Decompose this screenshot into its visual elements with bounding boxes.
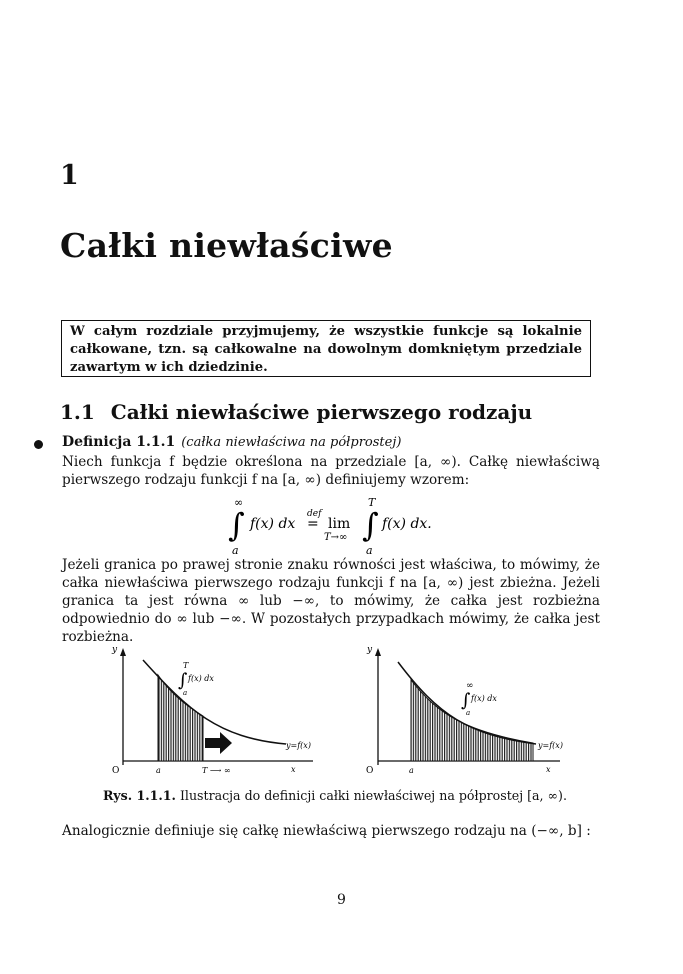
- right-int-sign: ∫: [461, 690, 471, 711]
- right-y-arrow-icon: [375, 648, 381, 656]
- left-int-lower: a: [183, 689, 188, 697]
- section-title: Całki niewłaściwe pierwszego rodzaju: [110, 400, 533, 424]
- bottom-paragraph: Analogicznie definiuje się całkę niewłaściwą pierwszego rodzaju na (−∞, b] :: [62, 823, 591, 839]
- left-int-sign: ∫: [178, 670, 188, 691]
- right-graph: [366, 645, 563, 776]
- left-t-label: T ⟶ ∞: [202, 766, 231, 775]
- left-origin-label: O: [112, 766, 120, 776]
- figure-caption: [100, 788, 570, 803]
- right-x-label: x: [546, 765, 551, 774]
- left-arrow-icon: [205, 732, 232, 754]
- integral-left-integrand: f(x) dx: [250, 516, 296, 532]
- section-heading: [60, 400, 532, 424]
- caption-text: Ilustracja do definicji całki niewłaściwej na półprostej [a, ∞).: [179, 788, 567, 803]
- integral-right-sign: ∫: [362, 506, 379, 544]
- right-int-upper: ∞: [466, 681, 474, 691]
- right-curve-label: y=f(x): [538, 741, 563, 750]
- notice-box: W całym rozdziale przyjmujemy, że wszystkie funkcje są lokalnie całkowane, tzn. są całkowalne na dowolnym domkniętym przedziale zawartym w ich dziedzinie.: [61, 320, 591, 377]
- left-x-label: x: [291, 765, 296, 774]
- figure-illustration: [108, 640, 588, 790]
- left-a-label: a: [156, 766, 161, 775]
- left-y-arrow-icon: [120, 648, 126, 656]
- page-number: 9: [337, 892, 346, 908]
- right-origin-label: O: [366, 766, 374, 776]
- definition-heading: [62, 434, 401, 450]
- chapter-number: 1: [60, 160, 79, 191]
- integral-left-lower: a: [232, 544, 239, 556]
- left-int-expr: f(x) dx: [188, 674, 214, 683]
- lim-label: lim: [328, 516, 351, 532]
- integral-left-sign: ∫: [228, 506, 245, 544]
- right-shaded-area: [411, 680, 533, 761]
- bullet-icon: [34, 440, 43, 449]
- integral-left-upper: ∞: [234, 496, 244, 509]
- lim-subscript: T→∞: [324, 532, 348, 543]
- chapter-title: Całki niewłaściwe: [60, 226, 393, 265]
- definition-label: Definicja 1.1.1: [62, 434, 176, 450]
- caption-label: Rys. 1.1.1.: [103, 788, 176, 803]
- left-int-upper: T: [183, 661, 189, 670]
- right-a-label: a: [409, 766, 414, 775]
- integral-right-lower: a: [366, 544, 373, 556]
- left-graph: [111, 645, 313, 776]
- equals-sign: =: [307, 516, 319, 532]
- right-int-lower: a: [466, 709, 471, 717]
- left-curve-label: y=f(x): [286, 741, 311, 750]
- definition-formula: [228, 496, 468, 556]
- right-y-label: y: [367, 645, 373, 655]
- integral-right-integrand: f(x) dx.: [382, 516, 432, 532]
- definition-subtitle: (całka niewłaściwa na półprostej): [181, 435, 402, 450]
- definition-text: Niech funkcja f będzie określona na przedziale [a, ∞). Całkę niewłaściwą pierwszego rodzaju funkcji f na [a, ∞) definiujemy wzorem:: [62, 454, 600, 488]
- integral-right-upper: T: [368, 496, 376, 509]
- left-y-label: y: [112, 645, 118, 655]
- section-number: 1.1: [60, 400, 95, 424]
- definition-explanation: Jeżeli granica po prawej stronie znaku równości jest właściwa, to mówimy, że całka niewłaściwa pierwszego rodzaju funkcji f na [a, ∞) jest zbieżna. Jeżeli granica ta jest równa ∞ lub −∞, to mówimy, że całka jest rozbieżna odpowiednio do ∞ lub −∞. W pozostałych przypadkach mówimy, że całka jest rozbieżna.: [62, 557, 600, 645]
- right-int-expr: f(x) dx: [471, 694, 497, 703]
- def-label: def: [307, 509, 322, 519]
